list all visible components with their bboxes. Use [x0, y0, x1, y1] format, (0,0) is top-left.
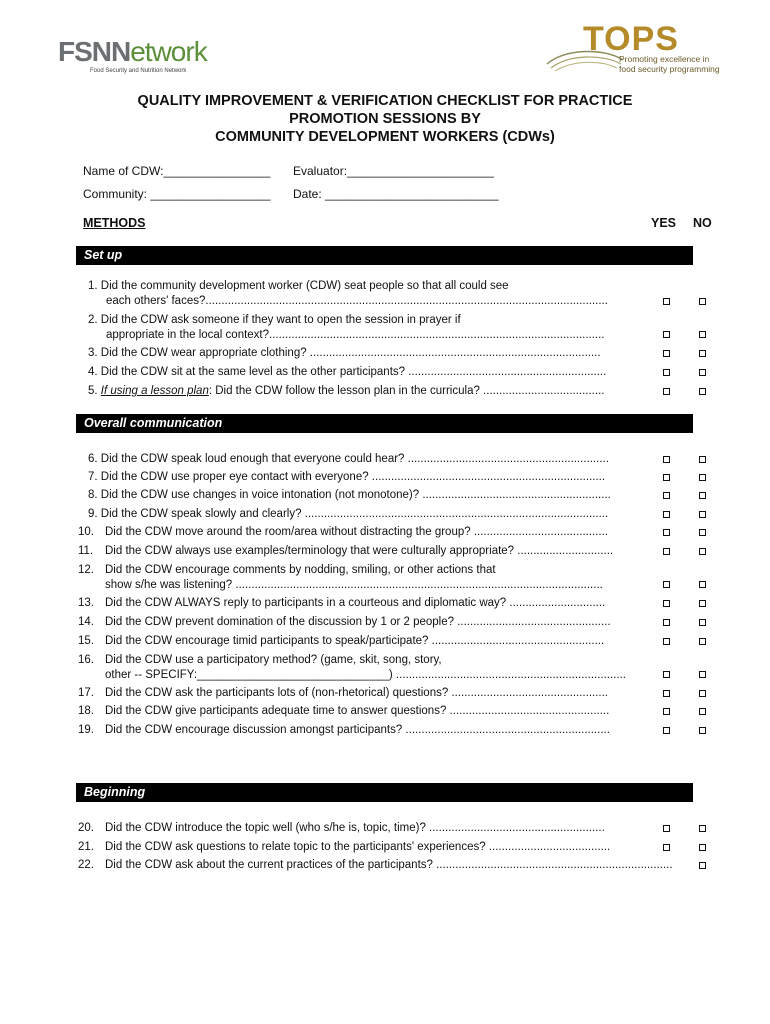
tops-wordmark: TOPS: [583, 20, 679, 58]
community-field[interactable]: Community: __________________: [83, 187, 271, 201]
section-setup-header: Set up: [76, 246, 693, 265]
yes-checkbox-21[interactable]: [663, 844, 670, 851]
yes-checkbox-1[interactable]: [663, 298, 670, 305]
checklist-item-16: 16. Did the CDW use a participatory method? (game, skit, song, story, other -- SPECIFY:______________________________) ........................................................................: [78, 654, 626, 681]
checklist-item-1: 1. Did the community development worker (CDW) seat people so that all could see each others' faces?..............................................................................................................................: [88, 280, 608, 307]
yes-checkbox-19[interactable]: [663, 727, 670, 734]
checklist-item-9: 9. Did the CDW speak slowly and clearly? ...............................................................................................: [88, 508, 609, 520]
checklist-item-11: 11. Did the CDW always use examples/terminology that were culturally appropriate? ..............................: [78, 545, 614, 557]
document-title: QUALITY IMPROVEMENT & VERIFICATION CHECKLIST FOR PRACTICE PROMOTION SESSIONS BY COMMUNITY DEVELOPMENT WORKERS (CDWs): [137, 93, 633, 145]
yes-checkbox-20[interactable]: [663, 825, 670, 832]
section-beginning-header: Beginning: [76, 783, 693, 802]
checklist-item-4: 4. Did the CDW sit at the same level as the other participants? ..............................................................: [88, 366, 607, 378]
yes-checkbox-6[interactable]: [663, 456, 670, 463]
no-checkbox-16[interactable]: [699, 671, 706, 678]
yes-header: YES: [651, 216, 677, 230]
no-checkbox-1[interactable]: [699, 298, 706, 305]
methods-header: METHODS: [83, 216, 146, 230]
no-checkbox-21[interactable]: [699, 844, 706, 851]
yes-checkbox-4[interactable]: [663, 369, 670, 376]
no-header: NO: [693, 216, 712, 230]
yes-checkbox-17[interactable]: [663, 690, 670, 697]
no-checkbox-18[interactable]: [699, 708, 706, 715]
no-checkbox-4[interactable]: [699, 369, 706, 376]
checklist-item-15: 15. Did the CDW encourage timid participants to speak/participate? ......................................................: [78, 635, 605, 647]
date-field[interactable]: Date: __________________________: [293, 187, 499, 201]
cdw-name-field[interactable]: Name of CDW:________________: [83, 164, 271, 178]
checklist-item-8: 8. Did the CDW use changes in voice intonation (not monotone)? ...........................................................: [88, 489, 611, 501]
yes-checkbox-5[interactable]: [663, 388, 670, 395]
yes-checkbox-3[interactable]: [663, 350, 670, 357]
no-checkbox-17[interactable]: [699, 690, 706, 697]
checklist-item-17: 17. Did the CDW ask the participants lots of (non-rhetorical) questions? .................................................: [78, 687, 608, 699]
section-communication-header: Overall communication: [76, 414, 693, 433]
yes-checkbox-14[interactable]: [663, 619, 670, 626]
yes-checkbox-8[interactable]: [663, 492, 670, 499]
no-checkbox-7[interactable]: [699, 474, 706, 481]
no-checkbox-8[interactable]: [699, 492, 706, 499]
checklist-item-12: 12. Did the CDW encourage comments by nodding, smiling, or other actions that show s/he was listening? ...................................................................................................................: [78, 564, 603, 591]
checklist-item-22: 22. Did the CDW ask about the current practices of the participants? ..........................................................................: [78, 859, 673, 871]
checklist-item-20: 20. Did the CDW introduce the topic well (who s/he is, topic, time)? .......................................................: [78, 822, 605, 834]
community-row: [83, 187, 499, 201]
evaluator-field[interactable]: Evaluator:______________________: [293, 164, 494, 178]
checklist-item-7: 7. Did the CDW use proper eye contact with everyone? .........................................................................: [88, 471, 606, 483]
no-checkbox-12[interactable]: [699, 581, 706, 588]
checklist-item-10: 10. Did the CDW move around the room/area without distracting the group? ..........................................: [78, 526, 609, 538]
yes-checkbox-11[interactable]: [663, 548, 670, 555]
checklist-item-6: 6. Did the CDW speak loud enough that everyone could hear? ...............................................................: [88, 453, 609, 465]
yes-checkbox-10[interactable]: [663, 529, 670, 536]
yes-checkbox-16[interactable]: [663, 671, 670, 678]
checklist-item-3: 3. Did the CDW wear appropriate clothing? ...........................................................................................: [88, 347, 601, 359]
tops-logo: [545, 22, 725, 78]
no-checkbox-15[interactable]: [699, 638, 706, 645]
no-checkbox-10[interactable]: [699, 529, 706, 536]
yes-checkbox-2[interactable]: [663, 331, 670, 338]
no-checkbox-11[interactable]: [699, 548, 706, 555]
yes-checkbox-12[interactable]: [663, 581, 670, 588]
yes-checkbox-9[interactable]: [663, 511, 670, 518]
no-checkbox-2[interactable]: [699, 331, 706, 338]
checklist-item-2: 2. Did the CDW ask someone if they want to open the session in prayer if appropriate in the local context?.........................................................................................................: [88, 314, 605, 341]
yes-checkbox-15[interactable]: [663, 638, 670, 645]
no-checkbox-3[interactable]: [699, 350, 706, 357]
checklist-item-14: 14. Did the CDW prevent domination of the discussion by 1 or 2 people? ................................................: [78, 616, 611, 628]
yes-checkbox-13[interactable]: [663, 600, 670, 607]
cdw-name-row: [83, 164, 494, 178]
yes-checkbox-18[interactable]: [663, 708, 670, 715]
checklist-item-5: 5. If using a lesson plan: Did the CDW follow the lesson plan in the curricula? ......................................: [88, 385, 605, 397]
fsn-network-logo: FSNNetwork Food Security and Nutrition Network: [58, 36, 207, 74]
no-checkbox-22[interactable]: [699, 862, 706, 869]
no-checkbox-5[interactable]: [699, 388, 706, 395]
no-checkbox-19[interactable]: [699, 727, 706, 734]
yes-checkbox-7[interactable]: [663, 474, 670, 481]
checklist-item-18: 18. Did the CDW give participants adequate time to answer questions? ..................................................: [78, 705, 610, 717]
no-checkbox-9[interactable]: [699, 511, 706, 518]
checklist-item-19: 19. Did the CDW encourage discussion amongst participants? ................................................................: [78, 724, 610, 736]
no-checkbox-13[interactable]: [699, 600, 706, 607]
checklist-item-21: 21. Did the CDW ask questions to relate topic to the participants' experiences? ......................................: [78, 841, 611, 853]
no-checkbox-6[interactable]: [699, 456, 706, 463]
checklist-item-13: 13. Did the CDW ALWAYS reply to participants in a courteous and diplomatic way? ..............................: [78, 597, 606, 609]
no-checkbox-14[interactable]: [699, 619, 706, 626]
fsn-logo-subtitle: Food Security and Nutrition Network: [90, 68, 187, 74]
tops-tagline: Promoting excellence in food security programming: [619, 54, 720, 74]
no-checkbox-20[interactable]: [699, 825, 706, 832]
